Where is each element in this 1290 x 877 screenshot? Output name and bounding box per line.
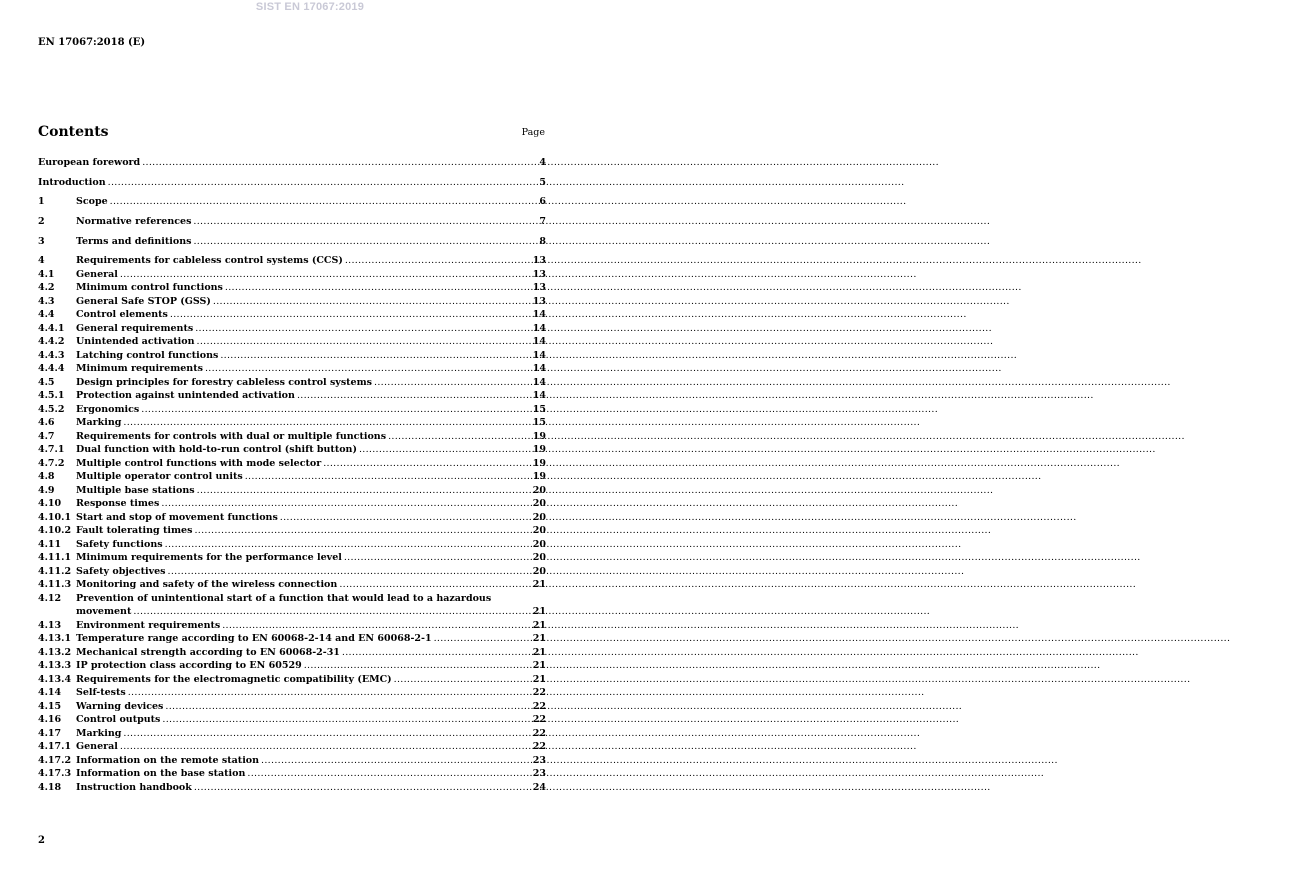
toc-entry-number: 4.11.3 xyxy=(38,579,72,591)
toc-entry-title: Dual function with hold-to-run control (shift button) xyxy=(76,444,357,456)
toc-entry-title: Control outputs xyxy=(76,714,161,726)
toc-entry-page: 21 xyxy=(532,619,546,631)
toc-entry[interactable] xyxy=(38,781,546,795)
toc-entry-title: Fault tolerating times xyxy=(76,525,193,537)
toc-leader-dots xyxy=(394,673,531,687)
toc-entry-number: 4.5.1 xyxy=(38,390,65,402)
toc-entry-number: 4.10 xyxy=(38,498,62,510)
toc-entry[interactable] xyxy=(38,767,546,781)
toc-entry-number: 4.3 xyxy=(38,295,55,307)
toc-entry-page: 13 xyxy=(532,268,546,280)
toc-entry[interactable] xyxy=(38,176,546,190)
toc-entry-title: General xyxy=(76,741,118,753)
toc-leader-dots xyxy=(205,362,531,376)
toc-entry-page: 13 xyxy=(532,255,546,267)
toc-entry[interactable] xyxy=(38,308,546,322)
toc-entry-number: 4.6 xyxy=(38,417,55,429)
toc-entry[interactable] xyxy=(38,281,546,295)
toc-entry-number: 4 xyxy=(38,255,45,267)
toc-entry-page: 23 xyxy=(532,768,546,780)
toc-entry-number: 4.7.2 xyxy=(38,457,65,469)
toc-entry[interactable] xyxy=(38,592,546,606)
toc-entry[interactable] xyxy=(38,632,546,646)
toc-leader-dots xyxy=(194,781,531,795)
toc-entry-page: 24 xyxy=(532,781,546,793)
toc-leader-dots xyxy=(247,767,530,781)
toc-entry-number: 4.11 xyxy=(38,538,62,550)
toc-entry[interactable] xyxy=(38,551,546,565)
toc-leader-dots xyxy=(197,484,531,498)
toc-entry-page: 14 xyxy=(532,349,546,361)
toc-entry[interactable] xyxy=(38,295,546,309)
toc-entry-number: 4.13 xyxy=(38,619,62,631)
toc-entry[interactable] xyxy=(38,215,546,229)
toc-entry-page: 5 xyxy=(539,176,546,188)
toc-entry-title: Self-tests xyxy=(76,687,126,699)
toc-entry-title: Monitoring and safety of the wireless connection xyxy=(76,579,338,591)
toc-entry-title: Minimum control functions xyxy=(76,282,223,294)
toc-entry-page: 21 xyxy=(532,646,546,658)
toc-leader-dots xyxy=(344,551,531,565)
document-header: EN 17067:2018 (E) xyxy=(38,37,146,48)
toc-entry[interactable] xyxy=(38,389,546,403)
toc-entry-number: 4.16 xyxy=(38,714,62,726)
toc-entry[interactable] xyxy=(38,335,546,349)
toc-entry-title: Protection against unintended activation xyxy=(76,390,295,402)
toc-entry-number: 4.7.1 xyxy=(38,444,65,456)
toc-entry-number: 4.11.2 xyxy=(38,565,72,577)
toc-entry-page: 21 xyxy=(532,579,546,591)
toc-entry[interactable] xyxy=(38,605,546,619)
toc-entry-title: Instruction handbook xyxy=(76,781,192,793)
toc-entry-title: Requirements for the electromagnetic compatibility (EMC) xyxy=(76,673,392,685)
toc-entry[interactable] xyxy=(38,362,546,376)
toc-entry[interactable] xyxy=(38,524,546,538)
toc-entry-title: Marking xyxy=(76,417,122,429)
toc-leader-dots xyxy=(339,578,530,592)
toc-entry-page: 15 xyxy=(532,417,546,429)
page-number: 2 xyxy=(38,835,45,846)
toc-entry[interactable] xyxy=(38,713,546,727)
toc-entry-page: 14 xyxy=(532,322,546,334)
page-column-label: Page xyxy=(521,127,545,138)
toc-entry-number: 4.4 xyxy=(38,309,55,321)
toc-entry-title: General Safe STOP (GSS) xyxy=(76,295,211,307)
toc-entry[interactable] xyxy=(38,349,546,363)
toc-entry-title: IP protection class according to EN 60529 xyxy=(76,660,302,672)
toc-entry-number: 4.17.3 xyxy=(38,768,72,780)
toc-entry[interactable] xyxy=(38,740,546,754)
watermark: SIST EN 17067:2019 xyxy=(255,1,365,13)
toc-entry-page: 22 xyxy=(532,741,546,753)
toc-entry[interactable] xyxy=(38,376,546,390)
toc-entry-page: 23 xyxy=(532,754,546,766)
toc-entry-page: 20 xyxy=(532,498,546,510)
toc-leader-dots xyxy=(304,659,531,673)
toc-entry-title: Latching control functions xyxy=(76,349,219,361)
toc-entry-number: 4.4.1 xyxy=(38,322,65,334)
toc-entry-page: 13 xyxy=(532,282,546,294)
toc-entry[interactable] xyxy=(38,511,546,525)
toc-leader-dots xyxy=(120,740,531,754)
toc-leader-dots xyxy=(162,713,530,727)
toc-leader-dots xyxy=(195,322,531,336)
toc-entry[interactable] xyxy=(38,538,546,552)
toc-entry-number: 1 xyxy=(38,196,45,208)
toc-entry[interactable] xyxy=(38,700,546,714)
toc-leader-dots xyxy=(123,727,530,741)
toc-entry-page: 19 xyxy=(532,444,546,456)
toc-entry-page: 20 xyxy=(532,538,546,550)
toc-entry[interactable] xyxy=(38,565,546,579)
toc-entry-number: 4.10.1 xyxy=(38,511,72,523)
toc-entry-title: Information on the base station xyxy=(76,768,246,780)
toc-entry-page: 20 xyxy=(532,565,546,577)
toc-entry-number: 3 xyxy=(38,235,45,247)
toc-entry[interactable] xyxy=(38,235,546,249)
toc-entry[interactable] xyxy=(38,403,546,417)
toc-entry-title: General requirements xyxy=(76,322,194,334)
toc-entry[interactable] xyxy=(38,659,546,673)
toc-entry-page: 14 xyxy=(532,363,546,375)
toc-entry-page: 7 xyxy=(539,216,546,228)
toc-leader-dots xyxy=(142,156,534,170)
toc-leader-dots xyxy=(225,281,531,295)
toc-entry[interactable] xyxy=(38,416,546,430)
toc-entry-number: 4.4.3 xyxy=(38,349,65,361)
toc-entry-title: European foreword xyxy=(38,157,141,168)
toc-entry-page: 20 xyxy=(532,511,546,523)
toc-leader-dots xyxy=(261,754,531,768)
toc-entry-title: General xyxy=(76,268,118,280)
toc-leader-dots xyxy=(434,632,531,646)
toc-entry[interactable] xyxy=(38,268,546,282)
toc-entry-page: 13 xyxy=(532,295,546,307)
toc-entry-title: Normative references xyxy=(76,216,192,228)
toc-entry-page: 21 xyxy=(532,660,546,672)
toc-entry-title: Unintended activation xyxy=(76,336,195,348)
toc-entry-title: Ergonomics xyxy=(76,403,140,415)
toc-leader-dots xyxy=(374,376,531,390)
toc-leader-dots xyxy=(388,430,531,444)
toc-entry-number: 4.5 xyxy=(38,376,55,388)
toc-leader-dots xyxy=(161,497,530,511)
toc-entry-page: 21 xyxy=(532,673,546,685)
toc-entry[interactable] xyxy=(38,754,546,768)
toc-entry[interactable] xyxy=(38,619,546,633)
toc-entry-number: 4.2 xyxy=(38,282,55,294)
toc-entry-page: 21 xyxy=(532,606,546,618)
toc-entry[interactable] xyxy=(38,443,546,457)
toc-leader-dots xyxy=(168,565,531,579)
toc-entry-title: Safety objectives xyxy=(76,565,166,577)
toc-entry-number: 4.7 xyxy=(38,430,55,442)
toc-entry-page: 19 xyxy=(532,471,546,483)
toc-entry-page: 19 xyxy=(532,430,546,442)
toc-entry-title: Response times xyxy=(76,498,160,510)
toc-entry-number: 4.14 xyxy=(38,687,62,699)
toc-entry-title: Safety functions xyxy=(76,538,163,550)
toc-entry-number: 4.17.2 xyxy=(38,754,72,766)
toc-entry-title: Terms and definitions xyxy=(76,235,192,247)
toc-leader-dots xyxy=(297,389,531,403)
toc-entry-title: movement xyxy=(76,606,132,618)
toc-leader-dots xyxy=(359,443,531,457)
toc-entry-title: Information on the remote station xyxy=(76,754,260,766)
toc-leader-dots xyxy=(220,349,530,363)
toc-entry-page: 14 xyxy=(532,390,546,402)
toc-entry[interactable] xyxy=(38,470,546,484)
toc-entry-number: 4.18 xyxy=(38,781,62,793)
toc-entry-number: 4.5.2 xyxy=(38,403,65,415)
toc-entry-title: Multiple control functions with mode selector xyxy=(76,457,322,469)
contents-title: Contents xyxy=(38,124,109,140)
toc-entry-title: Multiple operator control units xyxy=(76,471,243,483)
toc-leader-dots xyxy=(141,403,531,417)
toc-entry-number: 4.13.3 xyxy=(38,660,72,672)
toc-entry-page: 15 xyxy=(532,403,546,415)
toc-entry-page: 8 xyxy=(539,235,546,247)
toc-entry-title: Requirements for controls with dual or multiple functions xyxy=(76,430,387,442)
toc-entry-page: 14 xyxy=(532,309,546,321)
toc-leader-dots xyxy=(108,176,534,190)
toc-entry-page: 22 xyxy=(532,700,546,712)
toc-entry[interactable] xyxy=(38,673,546,687)
toc-entry[interactable] xyxy=(38,646,546,660)
toc-entry-number: 4.15 xyxy=(38,700,62,712)
toc-entry-page: 14 xyxy=(532,336,546,348)
toc-leader-dots xyxy=(245,470,531,484)
toc-entry-title: Environment requirements xyxy=(76,619,221,631)
toc-leader-dots xyxy=(345,254,531,268)
toc-entry-page: 22 xyxy=(532,714,546,726)
toc-leader-dots xyxy=(193,235,534,249)
toc-entry-number: 4.11.1 xyxy=(38,552,72,564)
toc-entry[interactable] xyxy=(38,156,546,170)
toc-entry-page: 20 xyxy=(532,484,546,496)
toc-entry-title: Control elements xyxy=(76,309,168,321)
toc-entry-title: Mechanical strength according to EN 60068-2-31 xyxy=(76,646,340,658)
toc-leader-dots xyxy=(165,700,530,714)
toc-entry[interactable] xyxy=(38,195,546,209)
toc-entry[interactable] xyxy=(38,686,546,700)
toc-leader-dots xyxy=(110,195,534,209)
toc-entry-number: 4.9 xyxy=(38,484,55,496)
toc-entry-title: Design principles for forestry cableless control systems xyxy=(76,376,372,388)
toc-leader-dots xyxy=(193,215,534,229)
toc-entry-number: 4.4.4 xyxy=(38,363,65,375)
toc-entry-number: 4.4.2 xyxy=(38,336,65,348)
toc-entry[interactable] xyxy=(38,322,546,336)
toc-entry-number: 2 xyxy=(38,216,45,228)
toc-entry-title: Minimum requirements for the performance level xyxy=(76,552,342,564)
toc-leader-dots xyxy=(222,619,531,633)
toc-entry[interactable] xyxy=(38,727,546,741)
toc-entry[interactable] xyxy=(38,430,546,444)
toc-entry-number: 4.13.1 xyxy=(38,633,72,645)
toc-leader-dots xyxy=(170,308,531,322)
toc-entry[interactable] xyxy=(38,497,546,511)
toc-leader-dots xyxy=(133,605,530,619)
toc-entry-title: Marking xyxy=(76,727,122,739)
toc-entry-number: 4.10.2 xyxy=(38,525,72,537)
toc-entry-page: 4 xyxy=(539,157,546,168)
toc-leader-dots xyxy=(128,686,531,700)
toc-entry-page: 19 xyxy=(532,457,546,469)
toc-entry-number: 4.12 xyxy=(38,592,62,604)
toc-entry-title: Temperature range according to EN 60068-2-14 and EN 60068-2-1 xyxy=(76,633,432,645)
toc-entry-page: 6 xyxy=(539,196,546,208)
toc-leader-dots xyxy=(197,335,531,349)
toc-entry-title: Minimum requirements xyxy=(76,363,203,375)
toc-entry[interactable] xyxy=(38,578,546,592)
toc-entry-page: 14 xyxy=(532,376,546,388)
toc-entry-number: 4.17 xyxy=(38,727,62,739)
toc-entry-number: 4.1 xyxy=(38,268,55,280)
toc-leader-dots xyxy=(123,416,530,430)
toc-entry-page: 21 xyxy=(532,633,546,645)
table-of-contents xyxy=(38,156,546,794)
toc-entry[interactable] xyxy=(38,254,546,268)
toc-entry-page: 22 xyxy=(532,727,546,739)
toc-leader-dots xyxy=(342,646,531,660)
toc-entry-title: Prevention of unintentional start of a function that would lead to a hazardous xyxy=(76,592,492,604)
toc-entry-title: Warning devices xyxy=(76,700,164,712)
toc-entry-number: 4.8 xyxy=(38,471,55,483)
toc-leader-dots xyxy=(165,538,531,552)
toc-leader-dots xyxy=(323,457,531,471)
toc-entry-page: 20 xyxy=(532,552,546,564)
toc-entry-title: Scope xyxy=(76,196,108,208)
toc-entry-number: 4.13.2 xyxy=(38,646,72,658)
toc-leader-dots xyxy=(194,524,530,538)
toc-entry-page: 20 xyxy=(532,525,546,537)
toc-entry-title: Start and stop of movement functions xyxy=(76,511,278,523)
toc-entry-number: 4.17.1 xyxy=(38,741,72,753)
toc-entry-title: Requirements for cableless control systems (CCS) xyxy=(76,255,343,267)
toc-entry-title: Introduction xyxy=(38,176,106,188)
toc-entry-title: Multiple base stations xyxy=(76,484,195,496)
toc-entry[interactable] xyxy=(38,484,546,498)
toc-entry-page: 22 xyxy=(532,687,546,699)
toc-entry[interactable] xyxy=(38,457,546,471)
toc-leader-dots xyxy=(280,511,531,525)
toc-leader-dots xyxy=(120,268,531,282)
toc-entry-number: 4.13.4 xyxy=(38,673,72,685)
toc-leader-dots xyxy=(213,295,531,309)
